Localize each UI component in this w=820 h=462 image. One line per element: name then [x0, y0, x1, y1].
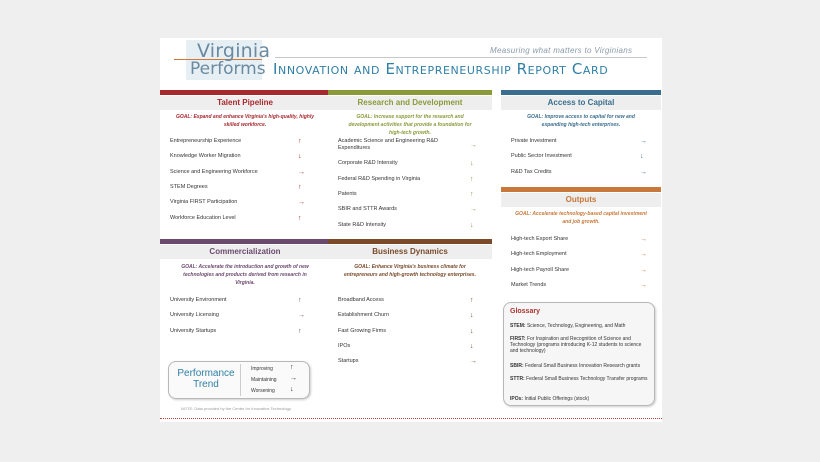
legend-worsening-label: Worsening: [251, 388, 275, 394]
glossary-box: [503, 302, 655, 406]
arrow-up-icon: ↑: [298, 183, 302, 191]
glossary-definition: Federal Small Business Innovation Research grants: [525, 363, 641, 369]
glossary-entry: [510, 323, 650, 329]
arrow-up-icon: ↑: [470, 190, 474, 198]
arrow-right-icon: →: [290, 375, 297, 382]
capital-section-bar: [501, 90, 661, 95]
arrow-down-icon: ↓: [640, 153, 644, 161]
commercialization-metric-item[interactable]: University Startups: [170, 327, 217, 334]
arrow-up-icon: ↑: [298, 138, 302, 145]
arrow-right-icon: →: [640, 138, 647, 145]
business-metric-item[interactable]: Broadband Access: [338, 297, 384, 303]
capital-goal: GOAL: Improve access to capital for new and expanding high-tech enterprises.: [527, 114, 635, 128]
capital-metric-item[interactable]: Private Investment: [511, 138, 557, 144]
talent-section-title: Talent Pipeline: [160, 96, 330, 110]
arrow-right-icon: →: [640, 168, 647, 176]
commercialization-goal: GOAL: Accelerate the introduction and growth of new technologies and products derived from research in Virginia.: [181, 264, 309, 286]
business-goal: GOAL: Enhance Virginia's business climate for entrepreneurs and high-growth technology enterprises.: [344, 264, 476, 278]
talent-metric-item[interactable]: STEM Degrees: [170, 183, 208, 190]
glossary-term: SBIR:: [510, 363, 524, 369]
arrow-down-icon: ↓: [470, 327, 474, 335]
glossary-definition: Initial Public Offerings (stock): [524, 396, 590, 402]
arrow-up-icon: ↑: [470, 175, 474, 183]
commercialization-metric-item[interactable]: University Environment: [170, 297, 227, 303]
talent-metric-item[interactable]: Virginia FIRST Participation: [170, 199, 238, 206]
arrow-right-icon: →: [470, 142, 477, 149]
arrow-right-icon: →: [640, 236, 647, 243]
business-section-title: Business Dynamics: [328, 245, 492, 259]
research-metric-item[interactable]: Patents: [338, 190, 357, 197]
glossary-title: Glossary: [510, 308, 540, 315]
talent-metric-item[interactable]: Science and Engineering Workforce: [170, 168, 258, 175]
outputs-section-bar: [501, 187, 661, 192]
talent-goal: GOAL: Expand and enhance Virginia's high-quality, highly skilled workforce.: [175, 114, 315, 128]
arrow-down-icon: ↓: [470, 342, 474, 350]
arrow-down-icon: ↓: [470, 221, 474, 229]
arrow-up-icon: ↑: [290, 364, 294, 371]
footer-note: NOTE: Data provided by the Center for Innovative Technology.: [181, 406, 292, 411]
capital-metric-item[interactable]: Public Sector Investment: [511, 153, 572, 160]
arrow-right-icon: →: [470, 358, 477, 366]
legend-improving-label: Improving: [251, 366, 273, 372]
outputs-section-title: Outputs: [501, 193, 661, 207]
business-metric-item[interactable]: Fast Growing Firms: [338, 327, 386, 334]
arrow-right-icon: →: [298, 168, 305, 176]
legend-maintaining-label: Maintaining: [251, 377, 277, 383]
glossary-entry: [510, 336, 650, 354]
page-title: Innovation and Entrepreneurship Report Card: [273, 60, 609, 78]
arrow-up-icon: ↑: [298, 214, 302, 222]
glossary-entry: [510, 376, 650, 382]
commercialization-metric-item[interactable]: University Licensing: [170, 312, 219, 319]
glossary-definition: For Inspiration and Recognition of Science and Technology (programs introducing K-12 students to science and technology): [510, 336, 642, 354]
commercialization-section-bar: [160, 239, 330, 244]
talent-section-bar: [160, 90, 330, 95]
tagline: Measuring what matters to Virginians: [490, 46, 633, 55]
research-metric-item[interactable]: Corporate R&D Intensity: [338, 160, 398, 167]
business-metric-item[interactable]: Establishment Churn: [338, 312, 390, 319]
outputs-goal: GOAL: Accelerate technology-based capital investment and job growth.: [515, 211, 647, 225]
glossary-entry: [510, 363, 650, 369]
outputs-metric-item[interactable]: High-tech Payroll Share: [511, 266, 570, 273]
arrow-down-icon: ↓: [298, 153, 302, 161]
logo-line2: Performs: [190, 59, 266, 79]
glossary-term: STTR:: [510, 376, 525, 382]
glossary-term: STEM:: [510, 323, 526, 329]
research-metric-item[interactable]: Academic Science and Engineering R&D Expenditures: [338, 138, 438, 151]
capital-section-title: Access to Capital: [501, 96, 661, 110]
talent-metric-item[interactable]: Workforce Education Level: [170, 214, 236, 221]
research-metric-item[interactable]: State R&D Intensity: [338, 221, 386, 228]
footer-rule: [160, 418, 662, 419]
arrow-down-icon: ↓: [470, 160, 474, 168]
talent-metric-item[interactable]: Entrepreneurship Experience: [170, 138, 242, 144]
arrow-right-icon: →: [640, 281, 647, 289]
research-goal: GOAL: Increase support for the research and development activities that provide a foundation for high-tech growth.: [348, 114, 472, 136]
capital-metric-item[interactable]: R&D Tax Credits: [511, 168, 552, 175]
arrow-up-icon: ↑: [298, 297, 302, 304]
research-section-title: Research and Development: [328, 96, 492, 110]
research-metric-item[interactable]: Federal R&D Spending in Virginia: [338, 175, 421, 182]
glossary-definition: Science, Technology, Engineering, and Math: [526, 323, 626, 329]
research-metric-item[interactable]: SBIR and STTR Awards: [338, 206, 397, 213]
business-metric-item[interactable]: IPOs: [338, 342, 351, 349]
outputs-metric-item[interactable]: Market Trends: [511, 281, 547, 288]
glossary-term: IPOs:: [510, 396, 524, 402]
commercialization-section-title: Commercialization: [160, 245, 330, 259]
legend-title: Performance Trend: [177, 368, 235, 390]
glossary-entry: [510, 396, 650, 402]
talent-metric-item[interactable]: Knowledge Worker Migration: [170, 153, 241, 160]
research-section-bar: [328, 90, 492, 95]
arrow-right-icon: →: [640, 251, 647, 259]
logo-line1: Virginia: [197, 40, 271, 62]
outputs-metric-item[interactable]: High-tech Employment: [511, 251, 567, 258]
arrow-up-icon: ↑: [470, 297, 474, 304]
business-metric-item[interactable]: Startups: [338, 358, 359, 365]
glossary-definition: Federal Small Business Technology Transfer programs: [526, 376, 648, 382]
outputs-metric-item[interactable]: High-tech Export Share: [511, 236, 569, 242]
glossary-term: FIRST:: [510, 336, 526, 342]
arrow-right-icon: →: [470, 206, 477, 214]
legend-divider: [240, 364, 241, 396]
header-rule: [275, 57, 647, 58]
arrow-right-icon: →: [298, 312, 305, 320]
arrow-down-icon: ↓: [470, 312, 474, 320]
arrow-right-icon: →: [298, 199, 305, 207]
arrow-up-icon: ↑: [298, 327, 302, 335]
business-section-bar: [328, 239, 492, 244]
arrow-down-icon: ↓: [290, 386, 294, 393]
arrow-right-icon: →: [640, 266, 647, 274]
